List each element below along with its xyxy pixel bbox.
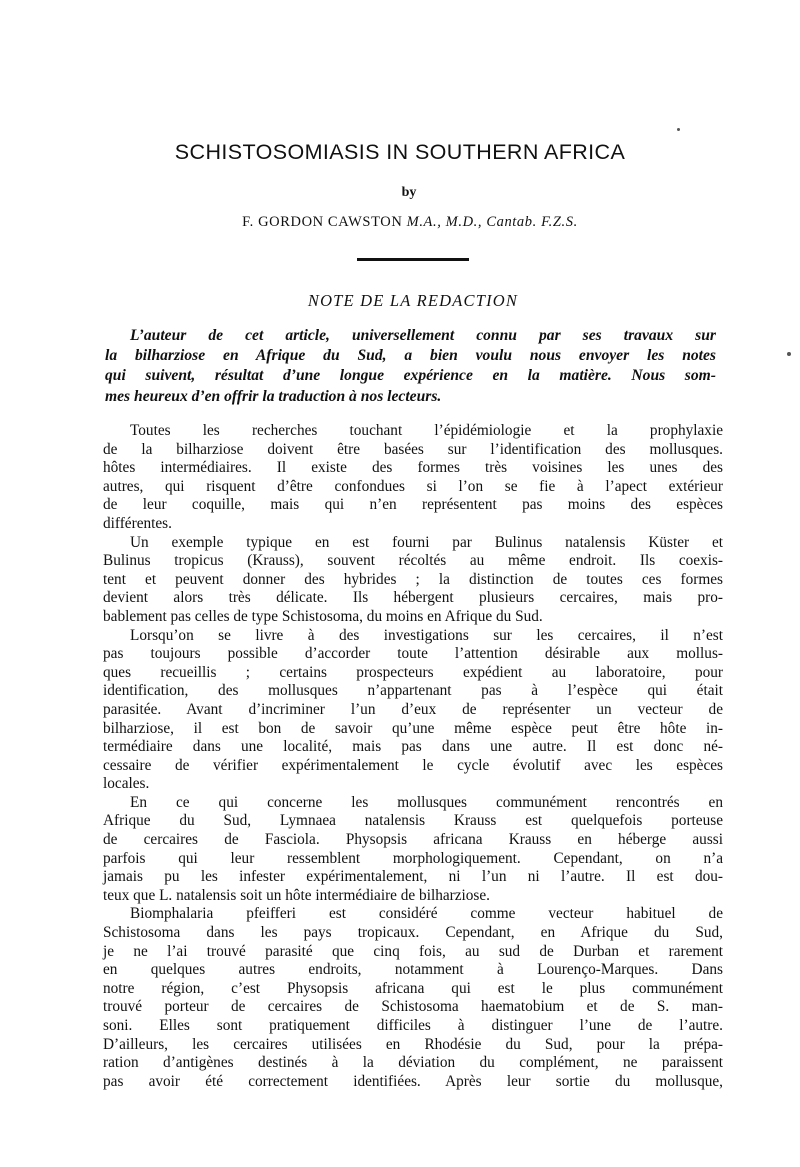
text-line: Afrique du Sud, Lymnaea natalensis Krauss est quelquefois porteuse: [103, 812, 723, 830]
text-line: teux que L. natalensis soit un hôte intermédiaire de bilharziose.: [103, 886, 490, 904]
text-line: trouvé porteur de cercaires de Schistosoma haematobium et de S. man-: [103, 998, 723, 1016]
text-line: Lorsqu’on se livre à des investigations sur les cercaires, il n’est: [130, 626, 723, 644]
author-degrees: M.A., M.D., Cantab. F.Z.S.: [406, 214, 578, 230]
paragraph-5: [103, 905, 723, 1091]
text-line: de la bilharziose doivent être basées sur l’identification des mollusques.: [103, 440, 723, 458]
article-body: [103, 422, 723, 1091]
text-line: devient alors très délicate. Ils hébergent plusieurs cercaires, mais pro-: [103, 589, 723, 607]
text-line: parasitée. Avant d’incriminer l’un d’eux de représenter un vecteur de: [103, 700, 723, 718]
editor-note-body: [105, 326, 716, 407]
text-line: parfois qui leur ressemblent morphologiquement. Cependant, on n’a: [103, 849, 723, 867]
text-line: en quelques autres endroits, notamment à Lourenço-Marques. Dans: [103, 961, 723, 979]
text-line: identification, des mollusques n’appartenant pas à l’espèce qui était: [103, 682, 723, 700]
text-line: ques recueillis ; certains prospecteurs expédient au laboratoire, pour: [103, 663, 723, 681]
text-line: Un exemple typique en est fourni par Bulinus natalensis Küster et: [130, 533, 723, 551]
paragraph-4: [103, 794, 723, 906]
scan-speck: [787, 352, 791, 356]
text-line: tent et peuvent donner des hybrides ; la distinction de toutes ces formes: [103, 570, 723, 588]
text-line: Toutes les recherches touchant l’épidémiologie et la prophylaxie: [130, 422, 723, 439]
text-line: notre région, c’est Physopsis africana qui est le plus communément: [103, 979, 723, 997]
text-line: Bulinus tropicus (Krauss), souvent récoltés au même endroit. Ils coexis-: [103, 552, 723, 570]
scan-speck: [677, 128, 680, 131]
text-line: pas toujours possible d’accorder toute l’attention désirable aux mollus-: [103, 645, 723, 663]
paragraph-1: [103, 422, 723, 534]
note-line: L’auteur de cet article, universellement connu par ses travaux sur: [130, 327, 716, 344]
text-line: termédiaire dans une localité, mais pas dans une autre. Il est donc né-: [103, 738, 723, 756]
text-line: de leur coquille, mais qui n’en représentent pas moins des espèces: [103, 496, 723, 514]
text-line: Schistosoma dans les pays tropicaux. Cependant, en Afrique du Sud,: [103, 924, 723, 942]
text-line: de cercaires de Fasciola. Physopsis africana Krauss en héberge aussi: [103, 831, 723, 849]
author-name: F. GORDON CAWSTON: [242, 214, 403, 230]
article-title: SCHISTOSOMIASIS IN SOUTHERN AFRICA: [174, 140, 626, 164]
paragraph-3: [103, 627, 723, 794]
author-line: [0, 214, 800, 231]
note-line: la bilharziose en Afrique du Sud, a bien voulu nous envoyer les notes: [105, 347, 716, 365]
editor-note-heading: NOTE DE LA REDACTION: [307, 291, 519, 310]
note-line: mes heureux d’en offrir la traduction à nos lecteurs.: [105, 387, 442, 405]
paragraph-2: [103, 534, 723, 627]
text-line: pas avoir été correctement identifiées. Après leur sortie du mollusque,: [103, 1072, 723, 1090]
text-line: jamais pu les infester expérimentalement, ni l’un ni l’autre. Il est dou-: [103, 868, 723, 886]
text-line: bilharziose, il est bon de savoir qu’une même espèce peut être hôte in-: [103, 719, 723, 737]
text-line: je ne l’ai trouvé parasité que cinq fois, au sud de Durban et rarement: [103, 942, 723, 960]
text-line: En ce qui concerne les mollusques communément rencontrés en: [130, 793, 723, 811]
text-line: Biomphalaria pfeifferi est considéré comme vecteur habituel de: [130, 905, 723, 923]
byline-by: by: [401, 185, 417, 200]
text-line: D’ailleurs, les cercaires utilisées en Rhodésie du Sud, pour la prépa-: [103, 1035, 723, 1053]
text-line: ration d’antigènes destinés à la déviation du complément, ne paraissent: [103, 1054, 723, 1072]
title-divider: [357, 258, 469, 261]
text-line: bablement pas celles de type Schistosoma, du moins en Afrique du Sud.: [103, 607, 543, 625]
text-line: locales.: [103, 775, 150, 793]
text-line: hôtes intermédiaires. Il existe des formes très voisines les unes des: [103, 459, 723, 477]
note-line: qui suivent, résultat d’une longue expérience en la matière. Nous som-: [105, 367, 716, 385]
text-line: soni. Elles sont pratiquement difficiles à distinguer l’une de l’autre.: [103, 1017, 723, 1034]
text-line: autres, qui risquent d’être confondues si l’on se fie à l’apect extérieur: [103, 477, 723, 495]
text-line: différentes.: [103, 514, 172, 532]
text-line: cessaire de vérifier expérimentalement le cycle évolutif avec les espèces: [103, 756, 723, 774]
